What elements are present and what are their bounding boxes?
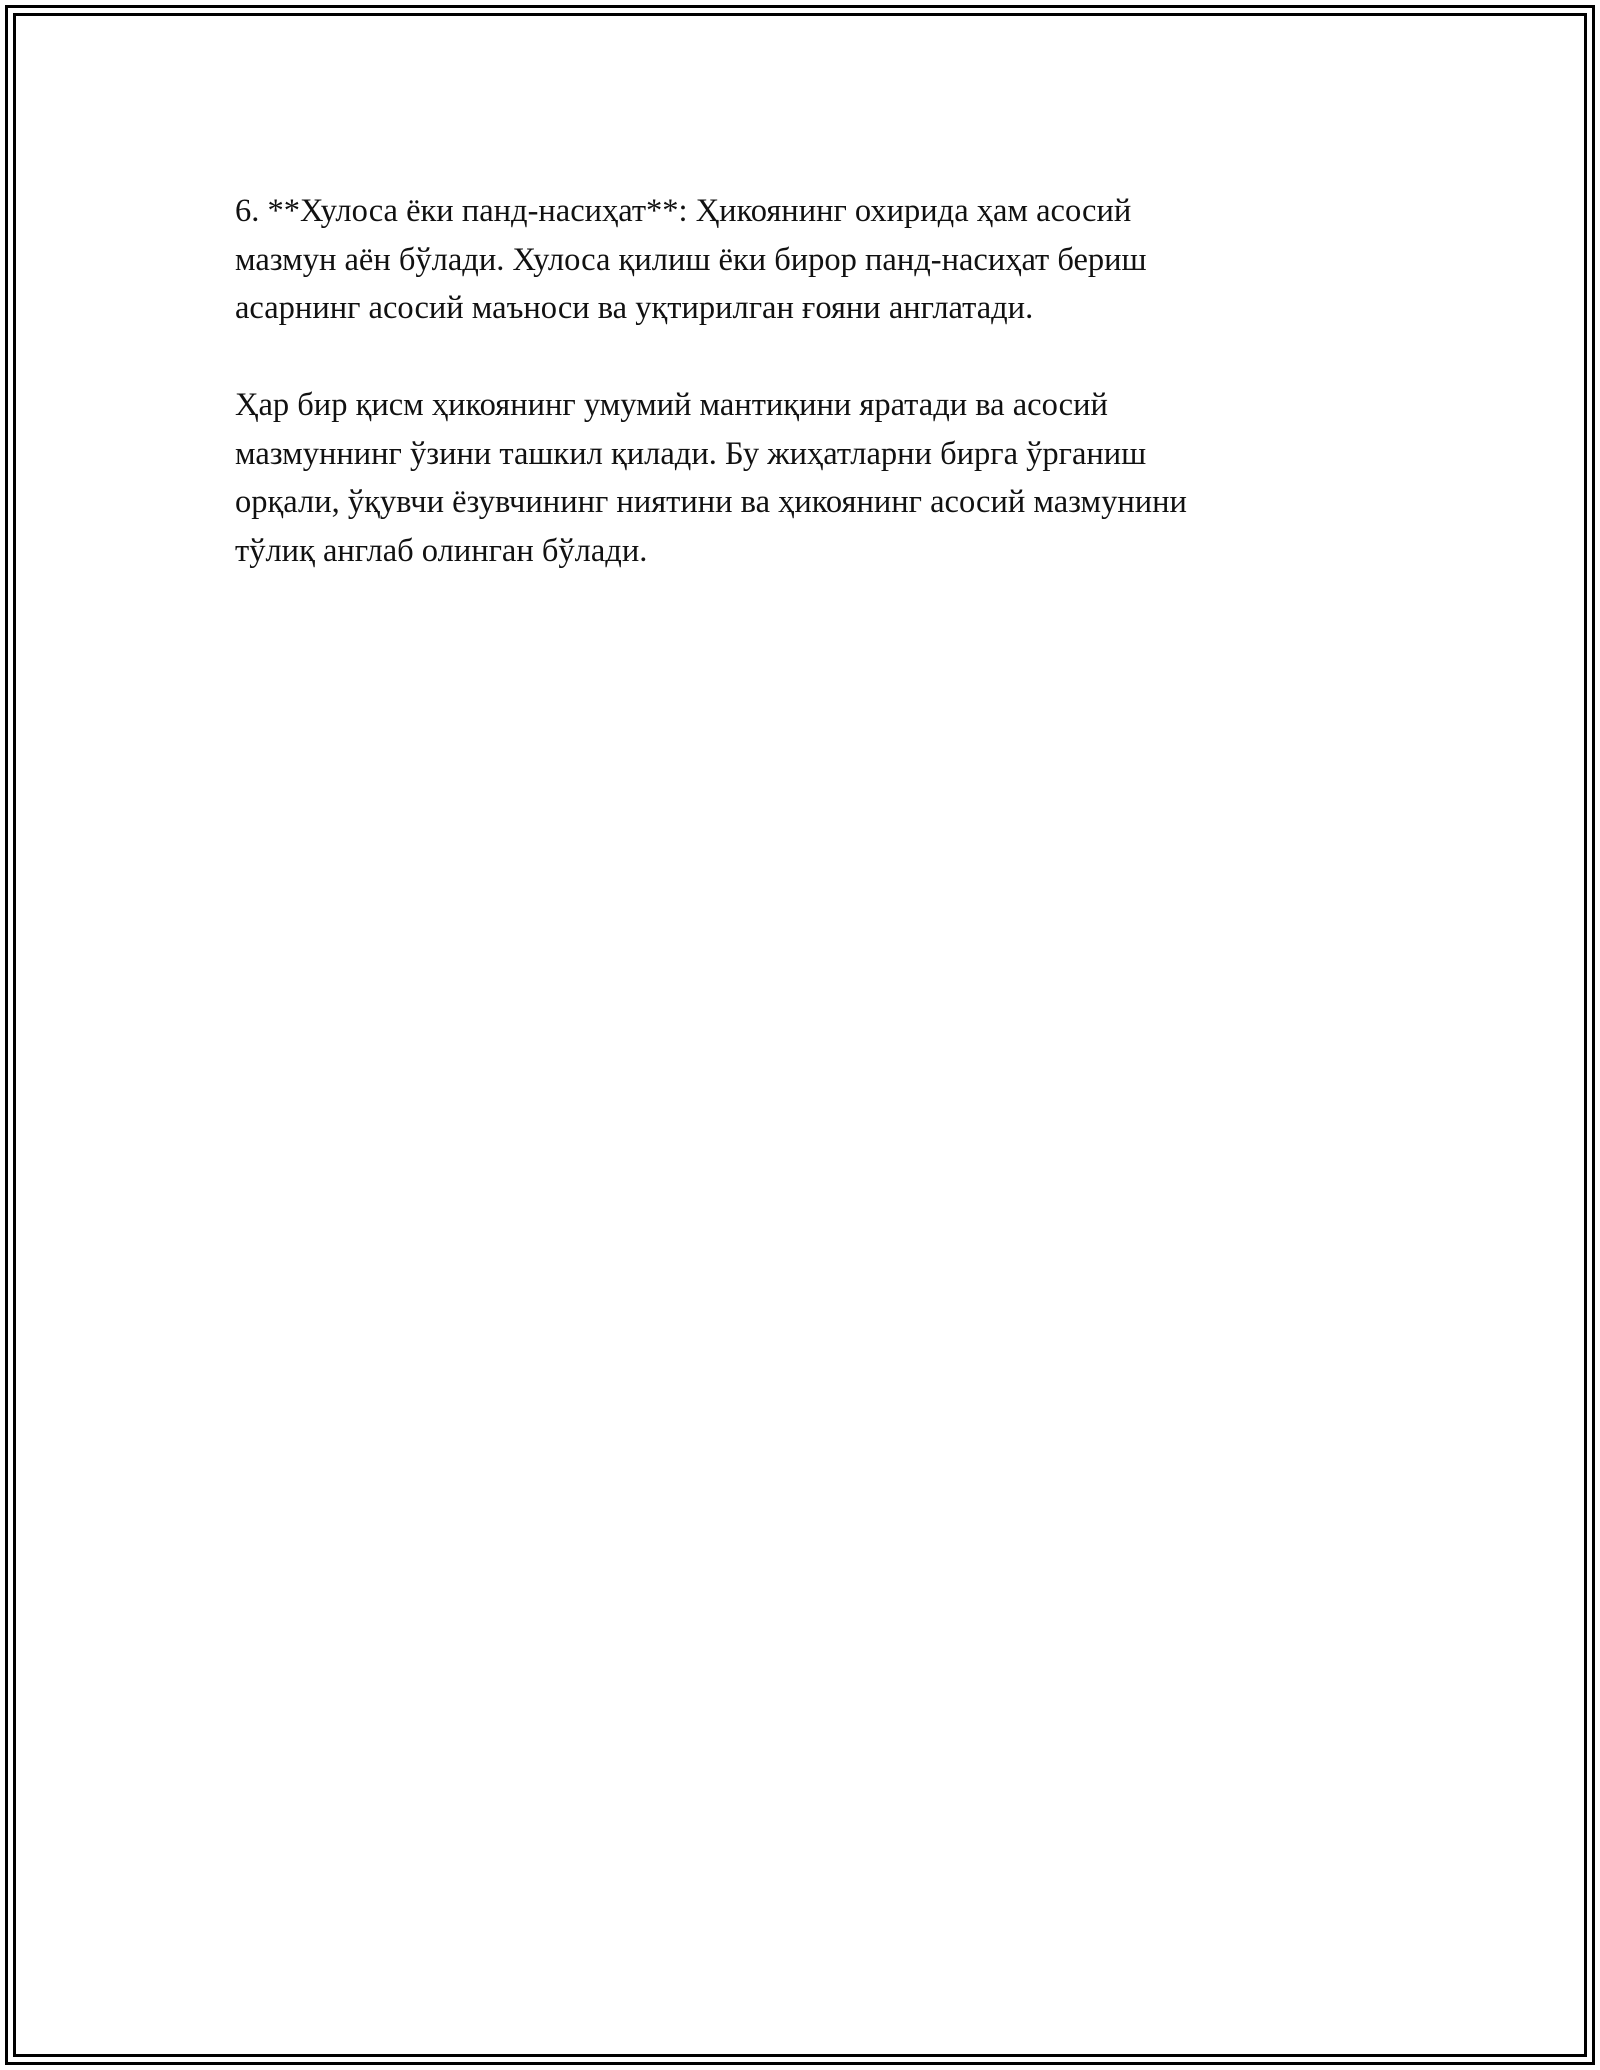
text-line: Ҳар бир қисм ҳикоянинг умумий мантиқини яратади ва асосий	[235, 387, 1108, 423]
text-line: мазмуннинг ўзини ташкил қилади. Бу жиҳатларни бирга ўрганиш	[235, 435, 1147, 472]
document-body	[235, 187, 1365, 575]
text-line: 6. **Хулоса ёки панд-насиҳат**: Ҳикоянинг охирида ҳам асосий	[235, 193, 1132, 229]
text-line: мазмун аён бўлади. Хулоса қилиш ёки бирор панд-насиҳат бериш	[235, 241, 1147, 278]
paragraph-summary	[235, 381, 1365, 575]
text-line: тўлиқ англаб олинган бўлади.	[235, 532, 648, 569]
text-line: орқали, ўқувчи ёзувчининг ниятини ва ҳикоянинг асосий мазмунини	[235, 484, 1187, 520]
text-line: асарнинг асосий маъноси ва уқтирилган ғояни англатади.	[235, 290, 1034, 326]
paragraph-conclusion	[235, 187, 1365, 333]
